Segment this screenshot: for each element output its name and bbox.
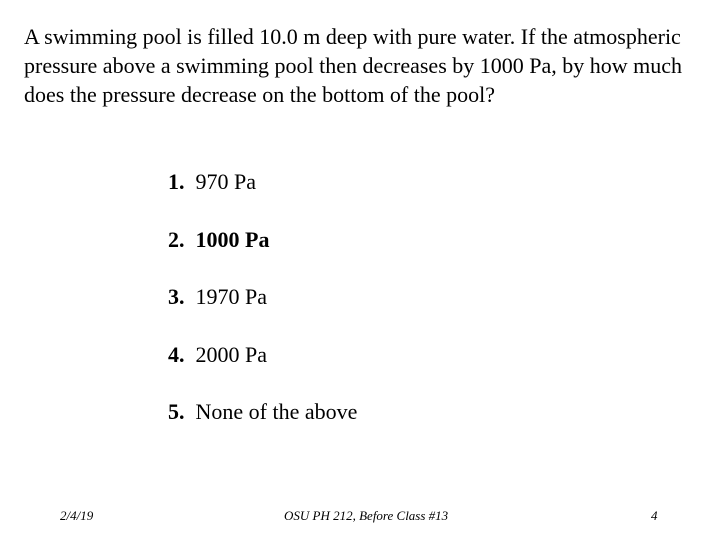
answer-option-2 xyxy=(168,225,357,254)
answer-number: 3. xyxy=(168,284,185,310)
answer-number: 2. xyxy=(168,226,185,252)
answer-text: 1000 Pa xyxy=(195,226,270,252)
question-text: A swimming pool is filled 10.0 m deep with pure water. If the atmospheric pressure above a swimming pool then decreases by 1000 Pa, by how much does the pressure decrease on the bottom of the pool? xyxy=(24,24,683,107)
answer-number: 4. xyxy=(168,341,185,367)
answer-option-1 xyxy=(168,167,357,196)
answer-text: 2000 Pa xyxy=(195,341,267,367)
answer-list xyxy=(168,167,357,455)
footer-course: OSU PH 212, Before Class #13 xyxy=(284,508,449,523)
answer-number: 1. xyxy=(168,169,185,194)
answer-text: None of the above xyxy=(195,399,358,425)
answer-option-4 xyxy=(168,340,357,369)
answer-text: 970 Pa xyxy=(195,169,256,194)
answer-text: 1970 Pa xyxy=(195,284,267,310)
footer-date: 2/4/19 xyxy=(60,508,94,523)
answer-number: 5. xyxy=(168,399,185,425)
answer-option-5 xyxy=(168,397,357,426)
footer-page-number: 4 xyxy=(651,508,658,523)
answer-option-3 xyxy=(168,282,357,311)
